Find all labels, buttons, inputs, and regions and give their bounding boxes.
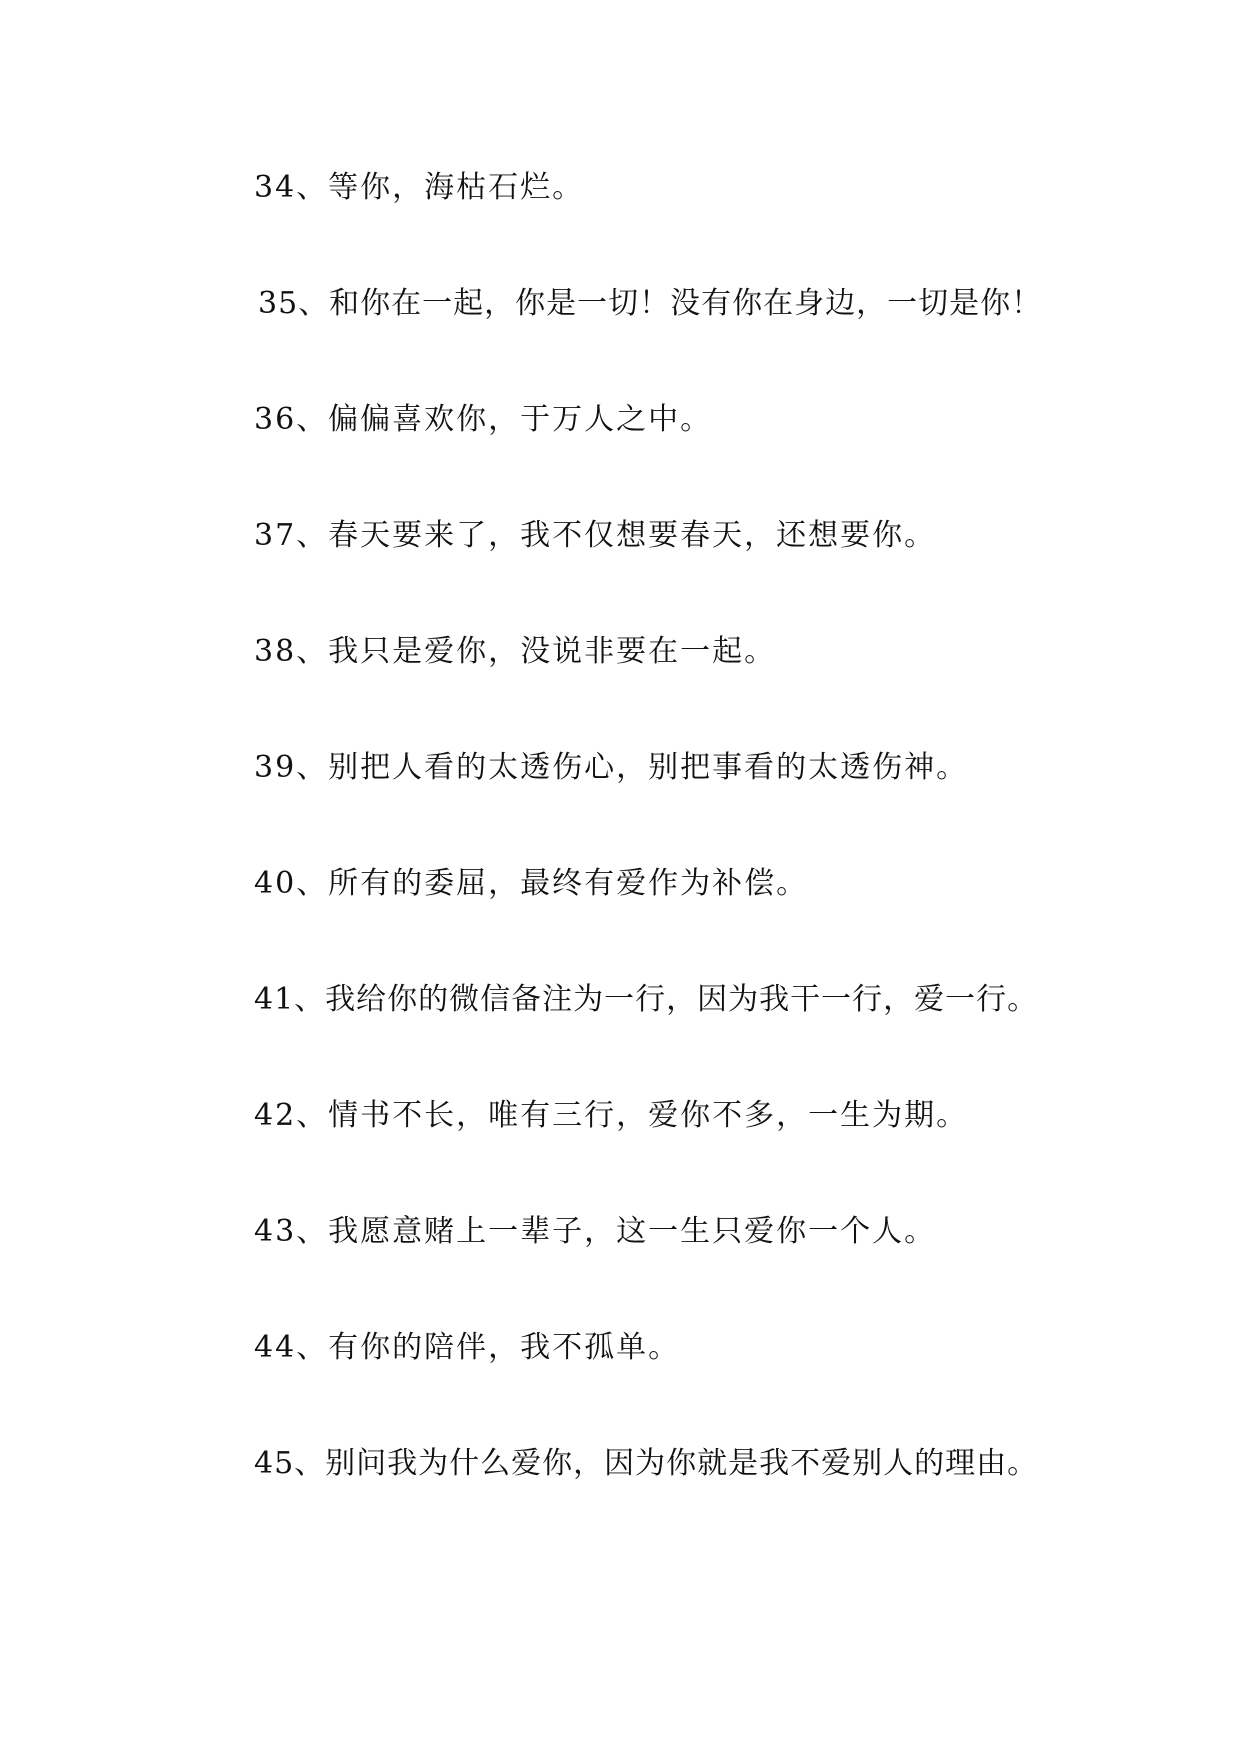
text-line-43: 43、我愿意赌上一辈子，这一生只爱你一个人。 <box>254 1214 937 1249</box>
text-line-40: 40、所有的委屈，最终有爱作为补偿。 <box>254 866 809 901</box>
text-line-45: 45、别问我为什么爱你，因为你就是我不爱别人的理由。 <box>254 1446 1039 1481</box>
text-line-41: 41、我给你的微信备注为一行，因为我干一行，爱一行。 <box>254 982 1039 1017</box>
text-line-37: 37、春天要来了，我不仅想要春天，还想要你。 <box>254 518 937 553</box>
text-line-38: 38、我只是爱你，没说非要在一起。 <box>254 634 777 669</box>
text-line-36: 36、偏偏喜欢你，于万人之中。 <box>254 402 713 437</box>
text-line-42: 42、情书不长，唯有三行，爱你不多，一生为期。 <box>254 1098 969 1133</box>
text-line-39: 39、别把人看的太透伤心，别把事看的太透伤神。 <box>254 750 969 785</box>
text-line-35: 35、和你在一起，你是一切！没有你在身边，一切是你！ <box>258 286 1043 321</box>
text-line-34: 34、等你，海枯石烂。 <box>254 170 585 205</box>
text-line-44: 44、有你的陪伴，我不孤单。 <box>254 1330 681 1365</box>
